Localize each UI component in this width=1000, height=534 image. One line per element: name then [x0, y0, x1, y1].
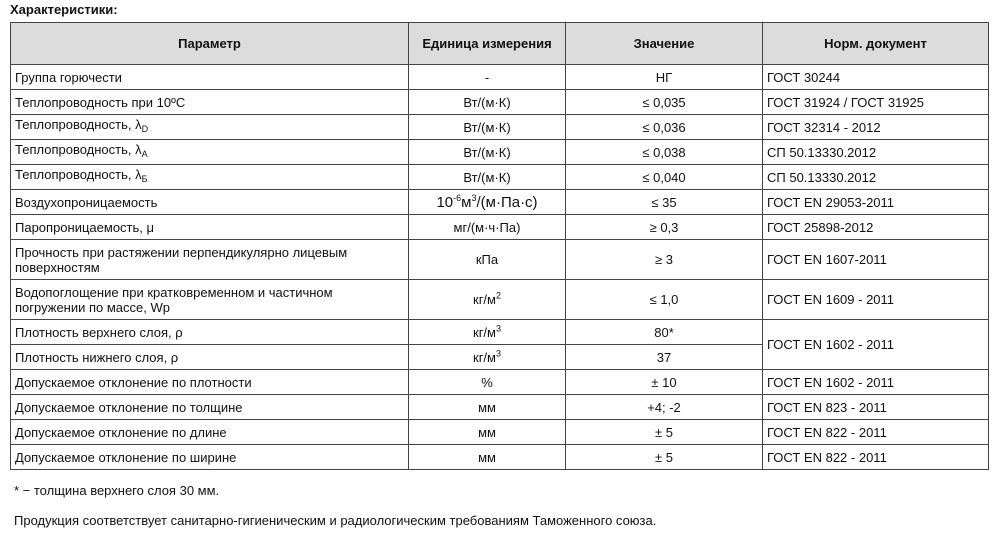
doc-cell: ГОСТ 30244 — [763, 65, 989, 90]
param-cell: Группа горючести — [11, 65, 409, 90]
doc-cell: ГОСТ EN 1602 - 2011 — [763, 320, 989, 370]
value-cell: ≤ 0,038 — [566, 140, 763, 165]
param-cell: Допускаемое отклонение по толщине — [11, 395, 409, 420]
unit-cell: $10^{-6}м^3/(м\cdot Па\cdot с)$ — [409, 190, 566, 215]
doc-cell: ГОСТ 32314 - 2012 — [763, 115, 989, 140]
doc-cell: ГОСТ EN 1602 - 2011 — [763, 370, 989, 395]
characteristics-table — [10, 22, 989, 470]
param-cell: Допускаемое отклонение по ширине — [11, 445, 409, 470]
doc-cell: ГОСТ EN 1609 - 2011 — [763, 280, 989, 320]
param-cell: Допускаемое отклонение по длине — [11, 420, 409, 445]
unit-cell: $кг/м^3$ — [409, 345, 566, 370]
value-cell: +4; -2 — [566, 395, 763, 420]
table-row — [11, 65, 989, 90]
value-cell: ≤ 0,040 — [566, 165, 763, 190]
footnote: * − толщина верхнего слоя 30 мм. — [14, 483, 220, 498]
value-cell: 37 — [566, 345, 763, 370]
doc-cell: СП 50.13330.2012 — [763, 140, 989, 165]
unit-cell: $кг/м^2$ — [409, 280, 566, 320]
param-cell: Теплопроводность, $\lambda_A$ — [11, 140, 409, 165]
doc-cell: СП 50.13330.2012 — [763, 165, 989, 190]
value-cell: ± 10 — [566, 370, 763, 395]
value-cell: ≤ 0,035 — [566, 90, 763, 115]
table-row — [11, 370, 989, 395]
param-cell: Паропроницаемость, μ — [11, 215, 409, 240]
param-cell: Водопоглощение при кратковременном и частичном погружении по массе, Wp — [11, 280, 409, 320]
unit-cell: мм — [409, 420, 566, 445]
doc-cell: ГОСТ EN 29053-2011 — [763, 190, 989, 215]
column-header-param: Параметр — [11, 23, 409, 65]
table-row — [11, 90, 989, 115]
unit-cell: мг/(м·ч·Па) — [409, 215, 566, 240]
doc-cell: ГОСТ EN 822 - 2011 — [763, 420, 989, 445]
value-cell: ≥ 3 — [566, 240, 763, 280]
value-cell: ≤ 1,0 — [566, 280, 763, 320]
doc-cell: ГОСТ EN 1607-2011 — [763, 240, 989, 280]
table-row — [11, 215, 989, 240]
doc-cell: ГОСТ 31924 / ГОСТ 31925 — [763, 90, 989, 115]
unit-cell: $кг/м^3$ — [409, 320, 566, 345]
param-cell: Теплопроводность, $\lambda_D$ — [11, 115, 409, 140]
param-cell: Теплопроводность, $\lambda_Б$ — [11, 165, 409, 190]
unit-cell: Вт/(м·К) — [409, 165, 566, 190]
unit-cell: мм — [409, 395, 566, 420]
table-row — [11, 140, 989, 165]
doc-cell: ГОСТ EN 822 - 2011 — [763, 445, 989, 470]
value-cell: ± 5 — [566, 445, 763, 470]
value-cell: 80* — [566, 320, 763, 345]
value-cell: ≤ 35 — [566, 190, 763, 215]
param-cell: Прочность при растяжении перпендикулярно лицевым поверхностям — [11, 240, 409, 280]
column-header-value: Значение — [566, 23, 763, 65]
param-cell: Воздухопроницаемость — [11, 190, 409, 215]
unit-cell: % — [409, 370, 566, 395]
value-cell: НГ — [566, 65, 763, 90]
param-cell: Плотность верхнего слоя, ρ — [11, 320, 409, 345]
table-row — [11, 165, 989, 190]
value-cell: ≤ 0,036 — [566, 115, 763, 140]
table-row — [11, 115, 989, 140]
table-row — [11, 280, 989, 320]
doc-cell: ГОСТ 25898-2012 — [763, 215, 989, 240]
table-row — [11, 445, 989, 470]
param-cell: Допускаемое отклонение по плотности — [11, 370, 409, 395]
table-row — [11, 320, 989, 345]
unit-cell: кПа — [409, 240, 566, 280]
compliance-statement: Продукция соответствует санитарно-гигиеническим и радиологическим требованиям Таможенного союза. — [14, 513, 657, 528]
value-cell: ≥ 0,3 — [566, 215, 763, 240]
unit-cell: Вт/(м·К) — [409, 140, 566, 165]
doc-cell: ГОСТ EN 823 - 2011 — [763, 395, 989, 420]
unit-cell: Вт/(м·К) — [409, 115, 566, 140]
table-header-row — [11, 23, 989, 65]
table-row — [11, 420, 989, 445]
table-row — [11, 190, 989, 215]
column-header-doc: Норм. документ — [763, 23, 989, 65]
unit-cell: - — [409, 65, 566, 90]
table-row — [11, 240, 989, 280]
column-header-unit: Единица измерения — [409, 23, 566, 65]
param-cell: Теплопроводность при 10ºС — [11, 90, 409, 115]
value-cell: ± 5 — [566, 420, 763, 445]
table-row — [11, 395, 989, 420]
unit-cell: Вт/(м·К) — [409, 90, 566, 115]
param-cell: Плотность нижнего слоя, ρ — [11, 345, 409, 370]
unit-cell: мм — [409, 445, 566, 470]
section-title: Характеристики: — [10, 2, 118, 17]
